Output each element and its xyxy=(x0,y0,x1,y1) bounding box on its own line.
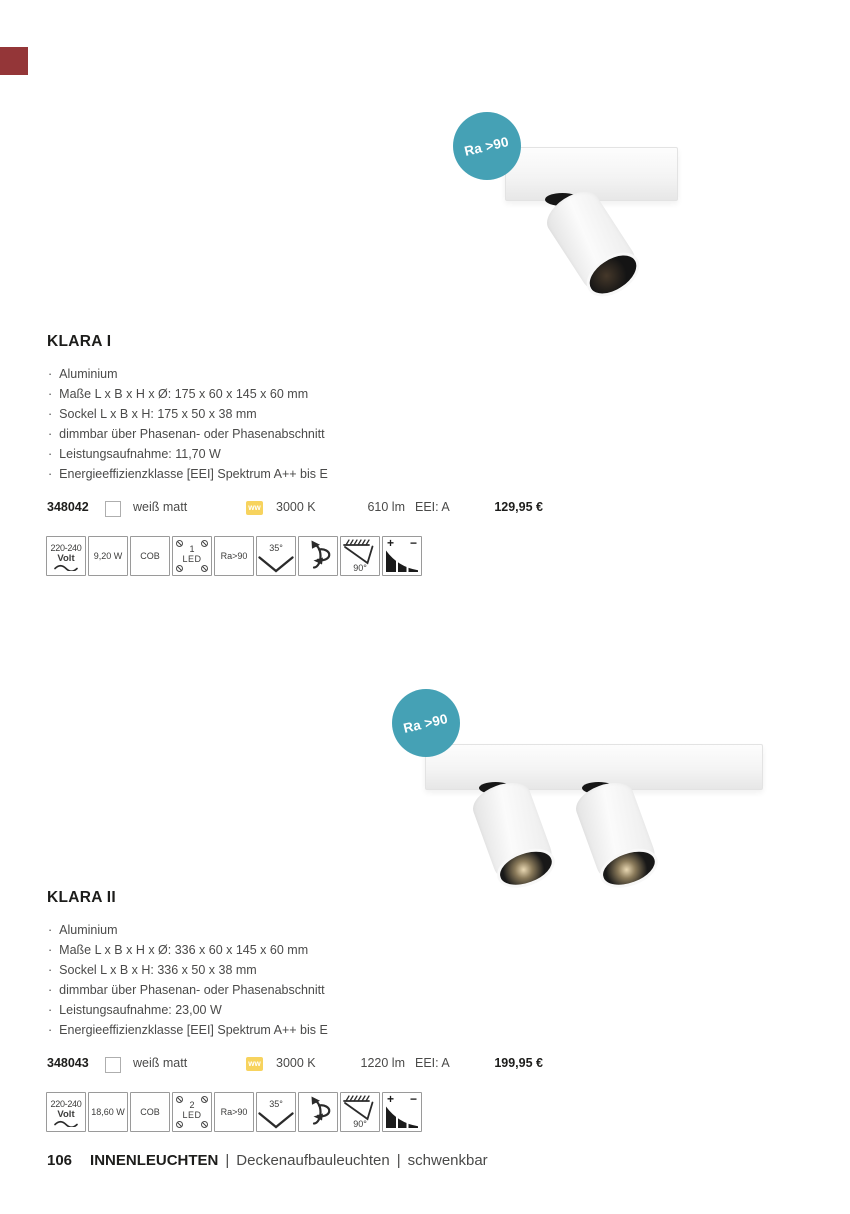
voltage-range-label: 220-240 xyxy=(50,543,82,553)
dim-minus-label: − xyxy=(409,1092,417,1106)
bullet-marker: · xyxy=(48,367,53,381)
product-photo-klara-2 xyxy=(380,670,800,900)
spec-text: Sockel L x B x H: 175 x 50 x 38 mm xyxy=(59,407,257,421)
spec-text: Sockel L x B x H: 336 x 50 x 38 mm xyxy=(59,963,257,977)
footer-separator: | xyxy=(225,1152,230,1169)
spec-bullet xyxy=(47,444,567,464)
spec-bullet xyxy=(47,384,567,404)
voltage-range-label: 220-240 xyxy=(50,1099,82,1109)
screw-icon xyxy=(201,565,208,572)
page-corner-tab xyxy=(0,47,28,75)
beam-angle-icon xyxy=(256,1092,296,1132)
voltage-icon xyxy=(46,536,86,576)
screw-icon xyxy=(201,1121,208,1128)
variant-row xyxy=(0,500,850,518)
bullet-marker: · xyxy=(48,943,53,957)
color-temperature: 3000 K xyxy=(276,1056,316,1070)
spec-bullet xyxy=(47,1020,567,1040)
spec-bullet xyxy=(47,404,567,424)
spec-bullet xyxy=(47,364,567,384)
dimmable-icon xyxy=(382,536,422,576)
dim-minus-label: − xyxy=(409,536,417,550)
screw-icon xyxy=(176,1121,183,1128)
bullet-marker: · xyxy=(48,963,53,977)
cri-icon xyxy=(214,1092,254,1132)
led-text-label: LED xyxy=(182,1110,202,1120)
wattage-label: 9,20 W xyxy=(93,551,123,561)
ra-badge-label: Ra >90 xyxy=(402,710,450,736)
energy-class: EEI: A xyxy=(415,500,450,514)
spec-text: Energieeffizienzklasse [EEI] Spektrum A++ bis E xyxy=(59,467,328,481)
wattage-icon xyxy=(88,1092,128,1132)
tilt-angle-label: 90° xyxy=(353,1119,367,1129)
spec-text: Maße L x B x H x Ø: 336 x 60 x 145 x 60 mm xyxy=(59,943,309,957)
page-number: 106 xyxy=(47,1152,73,1169)
led-count-label: 1 xyxy=(189,544,195,554)
ra-badge xyxy=(453,112,521,180)
cri-label: Ra>90 xyxy=(220,1107,248,1117)
led-count-icon xyxy=(172,1092,212,1132)
spec-bullet xyxy=(47,980,567,1000)
sine-wave-glyph xyxy=(54,563,78,571)
ra-badge-label: Ra >90 xyxy=(463,133,511,159)
article-number: 348042 xyxy=(47,500,89,514)
cri-label: Ra>90 xyxy=(220,551,248,561)
bullet-marker: · xyxy=(48,983,53,997)
bullet-marker: · xyxy=(48,1003,53,1017)
cob-label: COB xyxy=(140,551,160,561)
spec-text: dimmbar über Phasenan- oder Phasenabschnitt xyxy=(59,983,325,997)
swivel-icon xyxy=(298,1092,338,1132)
warm-white-badge: ww xyxy=(246,1057,263,1071)
spec-list xyxy=(47,364,567,484)
spec-text: Leistungsaufnahme: 23,00 W xyxy=(59,1003,222,1017)
swivel-arrows-glyph xyxy=(299,1093,337,1131)
color-name: weiß matt xyxy=(133,1056,188,1070)
bullet-marker: · xyxy=(48,407,53,421)
beam-angle-label: 35° xyxy=(269,543,283,553)
wattage-icon xyxy=(88,536,128,576)
price: 129,95 € xyxy=(494,500,543,514)
luminous-flux: 1220 lm xyxy=(360,1056,405,1070)
spec-bullet xyxy=(47,464,567,484)
beam-angle-label: 35° xyxy=(269,1099,283,1109)
beam-angle-icon xyxy=(256,536,296,576)
voltage-unit-label: Volt xyxy=(57,553,75,564)
price: 199,95 € xyxy=(494,1056,543,1070)
voltage-unit-label: Volt xyxy=(57,1109,75,1120)
product-photo-klara-1 xyxy=(440,95,700,320)
wattage-label: 18,60 W xyxy=(91,1107,125,1117)
color-swatch-white xyxy=(105,1057,121,1073)
lamp-lens-face xyxy=(595,841,663,895)
spec-bullet xyxy=(47,920,567,940)
bullet-marker: · xyxy=(48,387,53,401)
beam-vee-glyph xyxy=(258,556,294,573)
led-text-label: LED xyxy=(182,554,202,564)
footer-attribute: schwenkbar xyxy=(407,1152,488,1169)
lamp-lens-face xyxy=(579,243,647,305)
color-temperature: 3000 K xyxy=(276,500,316,514)
cri-icon xyxy=(214,536,254,576)
product-info-klara-2 xyxy=(47,889,567,1040)
spec-list xyxy=(47,920,567,1040)
tilt-angle-icon xyxy=(340,1092,380,1132)
spec-bullet xyxy=(47,960,567,980)
bullet-marker: · xyxy=(48,1023,53,1037)
swivel-icon xyxy=(298,536,338,576)
spec-text: dimmbar über Phasenan- oder Phasenabschnitt xyxy=(59,427,325,441)
warm-white-badge: ww xyxy=(246,501,263,515)
lamp-spot-head xyxy=(571,776,661,889)
feature-icon-strip xyxy=(46,536,422,576)
ra-badge xyxy=(392,689,460,757)
spec-text: Aluminium xyxy=(59,923,118,937)
spec-text: Leistungsaufnahme: 11,70 W xyxy=(59,447,221,461)
bullet-marker: · xyxy=(48,467,53,481)
lamp-spot-head xyxy=(468,776,558,889)
screw-icon xyxy=(176,565,183,572)
footer-section: INNENLEUCHTEN xyxy=(90,1152,219,1169)
lamp-lens-face xyxy=(492,841,560,895)
sine-wave-glyph xyxy=(54,1119,78,1127)
tilt-angle-icon xyxy=(340,536,380,576)
variant-row xyxy=(0,1056,850,1074)
swivel-arrows-glyph xyxy=(299,537,337,575)
led-count-icon xyxy=(172,536,212,576)
product-title: KLARA II xyxy=(47,889,116,906)
luminous-flux: 610 lm xyxy=(367,500,405,514)
bullet-marker: · xyxy=(48,427,53,441)
spec-bullet xyxy=(47,1000,567,1020)
spec-bullet xyxy=(47,940,567,960)
energy-class: EEI: A xyxy=(415,1056,450,1070)
footer-separator: | xyxy=(396,1152,401,1169)
dim-plus-label: + xyxy=(387,1092,395,1106)
spec-bullet xyxy=(47,424,567,444)
footer-category: Deckenaufbauleuchten xyxy=(236,1152,390,1169)
spec-text: Energieeffizienzklasse [EEI] Spektrum A++ bis E xyxy=(59,1023,328,1037)
dim-plus-label: + xyxy=(387,536,395,550)
spec-text: Maße L x B x H x Ø: 175 x 60 x 145 x 60 mm xyxy=(59,387,309,401)
cob-icon xyxy=(130,1092,170,1132)
tilt-angle-label: 90° xyxy=(353,563,367,573)
cob-icon xyxy=(130,536,170,576)
feature-icon-strip xyxy=(46,1092,422,1132)
led-count-label: 2 xyxy=(189,1100,195,1110)
cob-label: COB xyxy=(140,1107,160,1117)
beam-vee-glyph xyxy=(258,1112,294,1129)
bullet-marker: · xyxy=(48,447,53,461)
product-title: KLARA I xyxy=(47,333,112,350)
dimmable-icon xyxy=(382,1092,422,1132)
article-number: 348043 xyxy=(47,1056,89,1070)
voltage-icon xyxy=(46,1092,86,1132)
bullet-marker: · xyxy=(48,923,53,937)
page-footer xyxy=(47,1152,488,1169)
color-swatch-white xyxy=(105,501,121,517)
product-info-klara-1 xyxy=(47,333,567,484)
spec-text: Aluminium xyxy=(59,367,118,381)
color-name: weiß matt xyxy=(133,500,188,514)
